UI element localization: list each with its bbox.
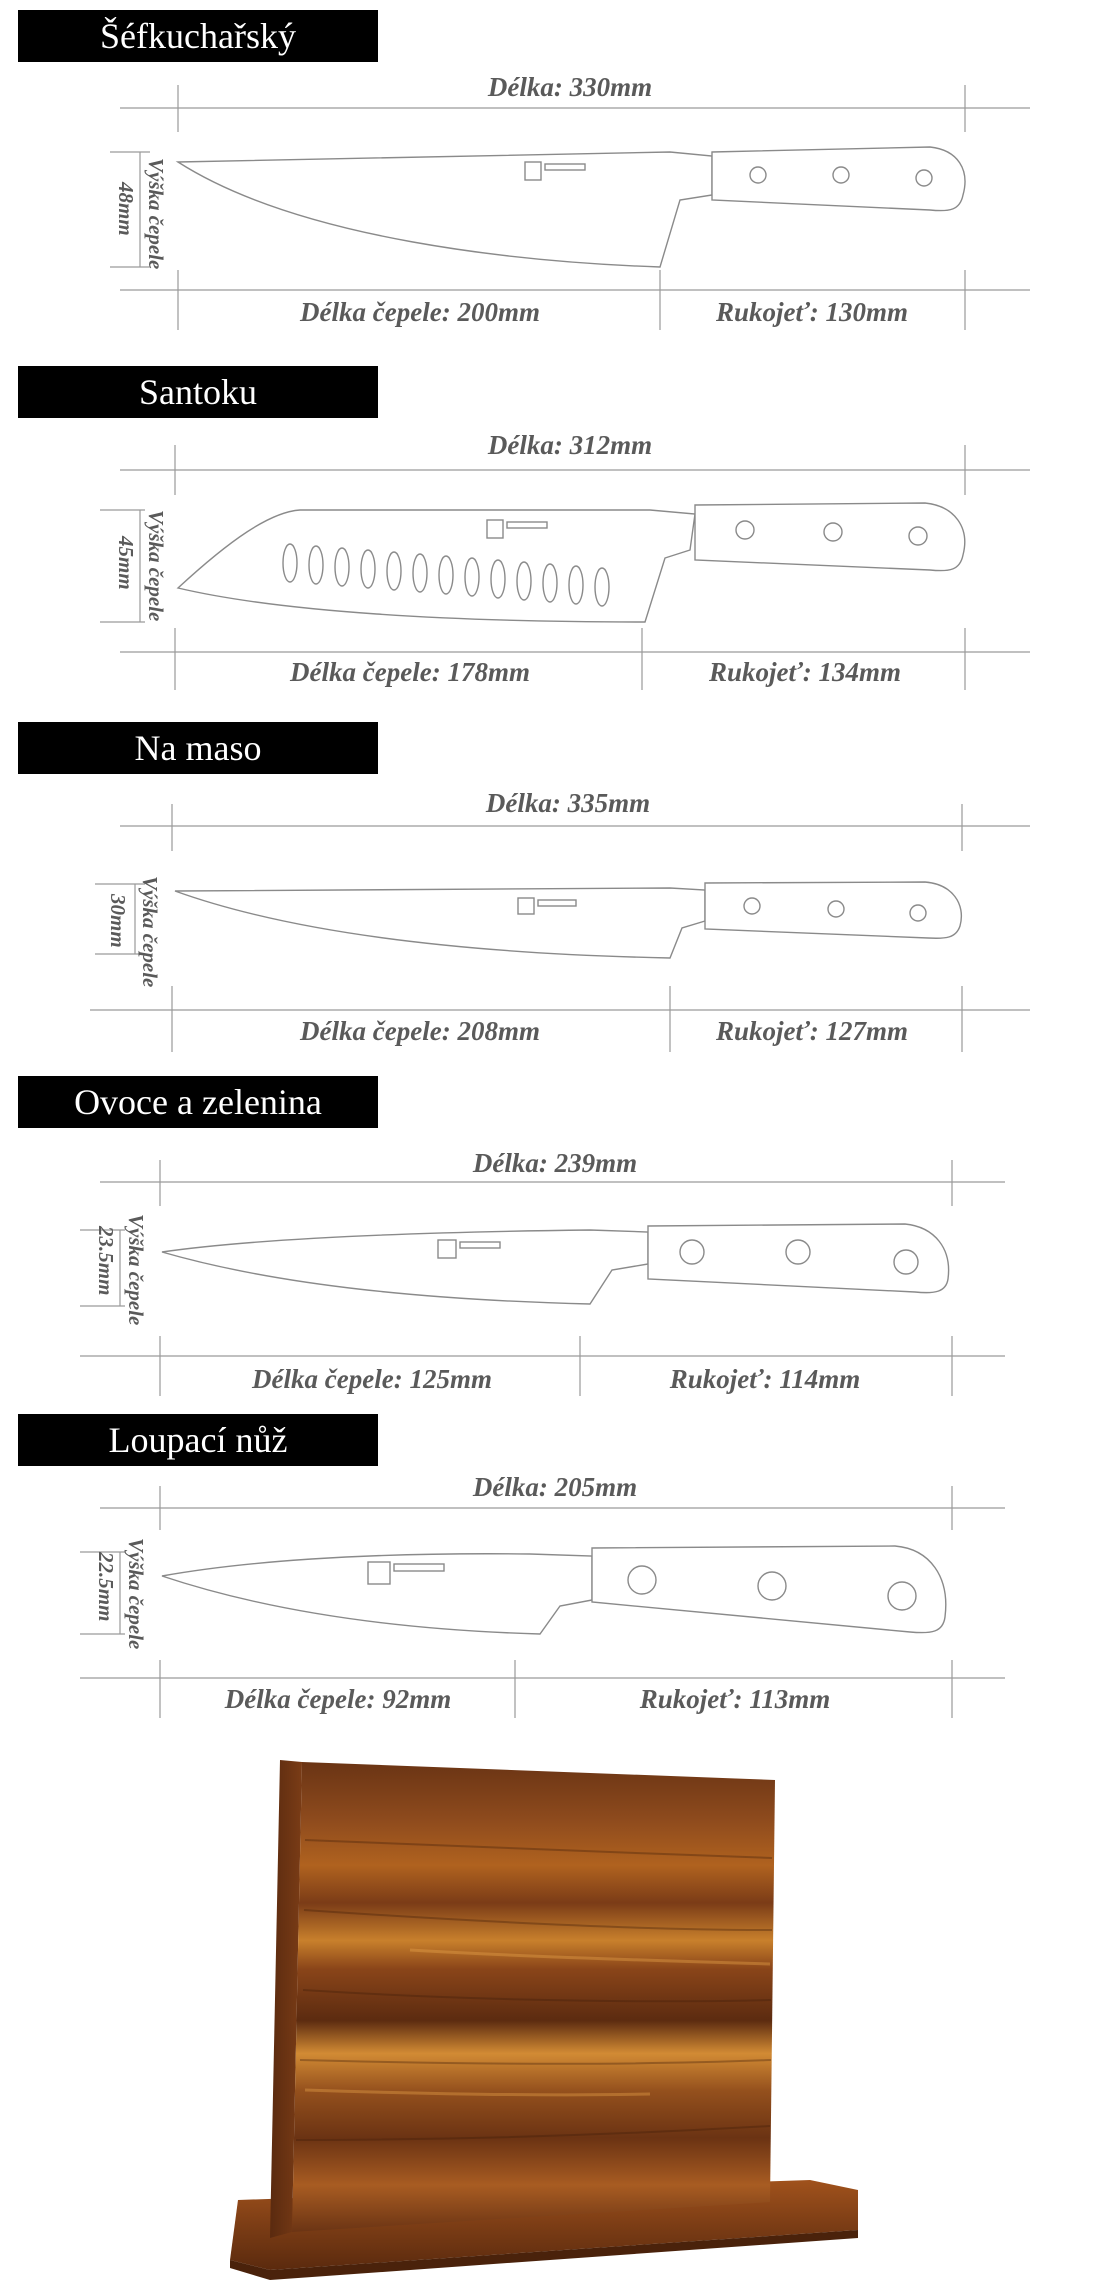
blade-height-label: Výška čepele <box>138 876 162 988</box>
utility-knife-drawing <box>0 1074 1112 1414</box>
knife-section-santoku <box>0 360 1112 700</box>
blade-height-value: 48mm <box>114 182 138 236</box>
wooden-knife-stand-image <box>230 1760 870 2280</box>
blade-height-value: 30mm <box>106 894 130 948</box>
section-title: Santoku <box>18 366 378 418</box>
blade-height-value: 22.5mm <box>94 1552 118 1622</box>
blade-length: Délka čepele: 125mm <box>252 1364 492 1394</box>
section-title: Ovoce a zelenina <box>18 1076 378 1128</box>
handle-length: Rukojeť: 127mm <box>715 1016 909 1046</box>
total-length: Délka: 312mm <box>487 430 653 460</box>
paring-knife-drawing <box>0 1412 1112 1742</box>
blade-length: Délka čepele: 92mm <box>224 1684 452 1714</box>
blade-height-value: 45mm <box>114 536 138 590</box>
handle-length: Rukojeť: 130mm <box>715 297 909 327</box>
knife-section-utility <box>0 1074 1112 1414</box>
blade-length: Délka čepele: 200mm <box>300 297 540 327</box>
knife-section-chef <box>0 0 1112 340</box>
knife-section-carving <box>0 716 1112 1056</box>
stand-board <box>292 1762 775 2232</box>
blade-height-label: Výška čepele <box>144 158 168 270</box>
blade-length: Délka čepele: 208mm <box>300 1016 540 1046</box>
total-length: Délka: 239mm <box>472 1148 638 1178</box>
blade-height-value: 23.5mm <box>94 1226 118 1296</box>
handle-length: Rukojeť: 113mm <box>639 1684 831 1714</box>
knife-section-paring <box>0 1412 1112 1742</box>
section-title: Šéfkuchařský <box>18 10 378 62</box>
handle-length: Rukojeť: 114mm <box>669 1364 861 1394</box>
blade-height-label: Výška čepele <box>124 1538 148 1650</box>
section-title: Na maso <box>18 722 378 774</box>
section-title: Loupací nůž <box>18 1414 378 1466</box>
blade-length: Délka čepele: 178mm <box>290 657 530 687</box>
blade-height-label: Výška čepele <box>124 1214 148 1326</box>
handle-length: Rukojeť: 134mm <box>708 657 902 687</box>
total-length: Délka: 330mm <box>487 72 653 102</box>
blade-height-label: Výška čepele <box>144 510 168 622</box>
total-length: Délka: 205mm <box>472 1472 638 1502</box>
carving-knife-drawing <box>0 716 1112 1056</box>
total-length: Délka: 335mm <box>485 788 651 818</box>
